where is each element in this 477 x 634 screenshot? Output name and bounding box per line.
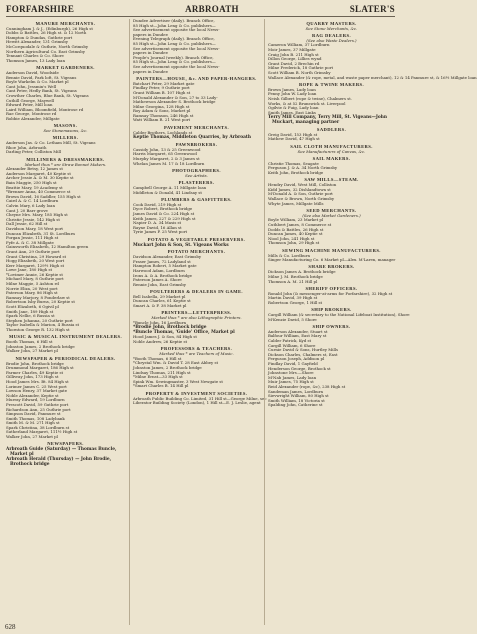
section-heading: SHERIFF OFFICERS. xyxy=(305,285,358,291)
listing-entry: Curnie David & Sons, Hurtley Mills xyxy=(268,347,338,353)
section-note: (See also Waste Dealers.) xyxy=(306,37,357,43)
running-head-county: FORFARSHIRE xyxy=(6,4,75,14)
listing-entry: Cunningham J. & J., (Edinburgh), 26 High st xyxy=(6,25,93,31)
listing-entry: Rennie John, East Grimsby xyxy=(133,281,186,287)
listing-entry: Cheyne Mrs. Mary, 185 High st xyxy=(6,212,68,218)
listing-entry: Cuthbert James, 8 Commerce st xyxy=(268,221,332,227)
listing-entry: papers in Dundee xyxy=(133,31,168,37)
directory-section xyxy=(268,208,395,246)
listing-entry: Dobbs & Battles, 26 High st. & 12 North xyxy=(6,30,87,36)
listing-entry: Northern Agricultural Co. East Grimsby xyxy=(6,48,85,54)
listing-entry: Roy Adam & Sons, Market pl xyxy=(133,108,191,114)
listing-entry: Christie Jessie, 142 High st xyxy=(6,216,60,222)
listing-entry: Tyrie James P. 25 West port xyxy=(133,229,188,235)
listing-entry: Darling Peter, Colliston Mill xyxy=(6,149,61,155)
listing-entry: 85 High st—John Leng & Co. publishers— xyxy=(133,22,216,28)
listing-entry: Ferguson J. & A. 34 North Grimsby xyxy=(268,165,338,171)
listing-entry: Watt William R. 21 West port xyxy=(133,117,191,123)
listing-entry: Thornton George R. 132 High st xyxy=(6,327,70,332)
section-heading: SHIP OWNERS. xyxy=(312,323,351,329)
section-heading: PRINTERS—LETTERPRESS. xyxy=(161,310,232,316)
listing-entry: Paterson Mary, 86 High st xyxy=(6,290,58,296)
section-heading: ROPE & TWINE MAKERS. xyxy=(298,81,365,87)
listing-entry: Sutherland Margaret, 111½ High st xyxy=(6,429,78,435)
listing-entry: Bennie David, Park loft, St. Vigeans xyxy=(6,74,77,80)
section-heading: SHIP BROKERS. xyxy=(311,307,352,313)
listing-entry: Booth Thomas, 6 Hill st xyxy=(6,339,53,345)
listing-entry: Smith Thomas, 108 Ladybank xyxy=(6,415,65,421)
listing-entry: Johnston James, 2 Brothock bridge xyxy=(6,343,75,349)
listing-entry: Craig John B. 211 High st xyxy=(268,51,319,57)
section-heading: SAW MILLS—STEAM. xyxy=(304,177,359,183)
listing-entry: M'Donald A. & Son, Guthrie port xyxy=(268,191,333,197)
listing-entry-featured: Arbroath Herald (Thursday) — John Brodie, Brothock bridge xyxy=(6,457,112,468)
listing-entry: Keith John, Brothock bridge xyxy=(268,170,324,176)
listing-entry: Henderson George, Brothock st xyxy=(268,365,331,371)
listing-entry: Campbell George A. 11 Millgate loan xyxy=(133,185,207,190)
listing-entry: Murphy Margaret, 2 & 3 James st xyxy=(133,156,200,162)
listing-entry: Hewitt Alexander, 131 Grimsby xyxy=(6,39,68,45)
listing-entry: Keith James, 227 & 229 High st xyxy=(133,215,196,221)
listing-entry: Beattie Mary, 19 Academy st xyxy=(6,184,63,190)
listing-entry: Cant J. 20 Barr grove xyxy=(6,207,48,213)
directory-section xyxy=(133,237,260,248)
listing-entry-featured: Terry Mill Company, Terry Mill, St. Vigeans—John Muckart, managing partner xyxy=(268,115,388,126)
listing-entry: Balfour William, East Mary st xyxy=(268,333,327,339)
listing-entry: Norrie Eliza, 20 West port xyxy=(6,285,58,291)
listing-entry: M'Donald Alexander & Son, 27 to 33 Lady- xyxy=(133,94,218,100)
section-heading: POTATO & VEGETABLE PRESERVERS. xyxy=(147,236,246,242)
listing-entry: Ronald John (& messenger-at-arms for Forfarshire), 32 High st xyxy=(268,290,393,296)
directory-section xyxy=(133,142,260,166)
listing-entry: Anderson Jas. & Co. Letham Mill, St. Vigeans xyxy=(6,140,96,146)
listing-entry: Stephen Johanna, 20 Guthrie port xyxy=(6,317,73,323)
listing-entry: Greig David, 153 High st xyxy=(268,131,318,137)
listing-entry: Mathew David, 47 High st xyxy=(268,136,320,142)
page-number: 628 xyxy=(5,623,16,631)
directory-section xyxy=(268,21,395,32)
listing-entry: Spalding John, Catherine st xyxy=(268,402,323,408)
listing-entry: *Milne Ernst—33 High st xyxy=(133,374,183,380)
listing-entry: Ferguson Joseph, Addison pl xyxy=(268,356,325,362)
listing-entry: Noble Alexander, Keptie st xyxy=(6,392,59,398)
listing-entry: Boyle Warkelm & Co. Market pl xyxy=(6,79,69,85)
listing-entry: Drummond Margaret, 186 High st xyxy=(6,365,74,371)
listing-entry: Duncan Elizabeth, 31 St. Lordburn xyxy=(6,230,75,236)
listing-entry: Michael Mary, 8 Guthrie port xyxy=(6,276,64,282)
listing-entry-featured: Keptie Thomas, Middleton Quarries, by Arbroath xyxy=(133,135,251,141)
listing-entry: Dall Jessie, 62 Hill st xyxy=(6,221,48,227)
listing-entry: Smith Jane, 189 High st xyxy=(6,308,54,314)
section-heading: MILLERS. xyxy=(52,135,79,141)
listing-entry: Napier D. A. 34 Masis st xyxy=(133,220,182,226)
listing-entry: Works, & at 52 Brunswick st. Liverpool xyxy=(268,100,346,106)
directory-section xyxy=(133,76,260,123)
section-heading: POULTERERS & DEALERS IN GAME. xyxy=(150,288,243,294)
running-head xyxy=(6,4,395,17)
listing-entry: Lindsay Thomas, 211 High st xyxy=(133,369,191,375)
listing-entry: *Buncle John, 16 Lordburn xyxy=(133,319,186,325)
section-heading: PLUMBERS & GASFITTERS. xyxy=(161,196,232,202)
directory-section xyxy=(6,123,125,134)
section-heading: MUSIC & MUSICAL INSTRUMENT DEALERS. xyxy=(8,334,123,340)
listing-entry: Liberator Building Society (London), 1 Hill st—E. J. Leslie, agent xyxy=(133,400,261,406)
section-heading: POTATO MERCHANTS. xyxy=(167,249,226,255)
directory-section xyxy=(6,441,125,467)
listing-entry: Middleton & Donald, 41 Lindsay st xyxy=(133,189,202,195)
listing-entry: Neish Gilbert (rope & twine), Chalmers st. xyxy=(268,95,353,101)
section-note: See Manufacturers of Canvas, &c. xyxy=(297,148,366,154)
listing-entry: Cargill William (& secretary to the National Lifeboat Institution), Shore xyxy=(268,312,410,318)
listing-entry: Dickson Charles, Chalmers st, East xyxy=(268,351,338,357)
section-heading: RAG DEALERS. xyxy=(311,32,351,38)
listing-entry: Crowther Charles, Blue Bank, St. Vigeans xyxy=(6,92,89,98)
listing-entry: *Chrystal Wm. & David T. 28 East Abbey st xyxy=(133,360,219,366)
listing-entry: Hood James Mrs. Bt. 84 High st xyxy=(6,378,69,384)
listing-entry: Dodds & Battles, 26 High st xyxy=(268,226,324,232)
listing-entry: *Lovimer Annie, 26 Keptie st xyxy=(6,271,63,277)
directory-columns xyxy=(6,18,477,625)
running-head-publisher: SLATER'S xyxy=(349,4,395,14)
listing-entry: Scott Elizabeth, 6 Ogivil pl xyxy=(6,304,59,310)
listing-entry: Milne J. M. Brothock bridge xyxy=(268,273,323,279)
listing-entry: Forgan Jessie, 111 High st xyxy=(6,235,59,241)
listing-entry: Alexander Betsy, 12 James st xyxy=(6,166,63,172)
listing-entry: Thomson A. M. 21 Hill pl xyxy=(268,278,318,284)
directory-section xyxy=(268,264,395,284)
listing-entry: Milne Maggie, 5 Ashton rd xyxy=(6,281,59,287)
listing-entry: Singer Manufacturing Co. 6 Market pl—Alex. M'Laren, manager xyxy=(268,257,396,263)
listing-entry: Archer Jessie A. & M. 30 Keptie st xyxy=(6,175,74,181)
listing-entry: Noble Andrew, 26 Keptie st xyxy=(133,339,188,345)
section-heading: NEWSPAPER & PERIODICAL DEALERS. xyxy=(15,355,116,361)
section-note: Marked thus * are Teachers of Music. xyxy=(159,351,234,357)
column-1 xyxy=(6,19,125,625)
listing-entry: Edward Peter, Mill loan xyxy=(6,102,53,108)
section-note: (See also Market Gardeners.) xyxy=(302,212,361,218)
listing-entry: papers in Dundee xyxy=(133,68,168,74)
listing-entry: Ramsay Thomson, 246 High st xyxy=(133,112,194,118)
section-note: See Artists. xyxy=(185,172,208,178)
listing-entry: Farmer Charles, 49 Keptie st xyxy=(6,369,64,375)
listing-entry: Scott William B. North Grimsby xyxy=(268,69,331,75)
listing-entry: Dickson James A. Brothock bridge xyxy=(268,269,336,275)
section-note: See Stonemasons, &c. xyxy=(43,128,88,134)
listing-entry: Spark Christina, 38 Lordburn st xyxy=(6,424,70,430)
listing-entry: Duncan James, 40 Keptie st xyxy=(268,231,323,237)
section-heading: PAVEMENT MERCHANTS. xyxy=(163,124,230,130)
listing-entry: Rae George, Montrose rd xyxy=(6,111,57,117)
listing-entry: Fenny John W. Lady loan xyxy=(268,91,317,97)
listing-entry: Johnston James, 2 Brothock bridge xyxy=(133,365,202,370)
listing-entry: Bell Isabella, 29 Market pl xyxy=(133,293,186,299)
listing-entry: Whyte James, Millgate Mills xyxy=(268,200,324,206)
listing-entry: Brown David, 16 Saddler, 155 High st xyxy=(6,193,81,199)
section-note: Marked thus * are also Lithographic Printers. xyxy=(151,315,242,321)
listing-entry: Calvin Mary, 6 Lady loan xyxy=(6,202,55,208)
listing-entry: M'Nab James, Lady loan xyxy=(268,374,317,380)
listing-entry: Hendry David, West Mill, Colliston xyxy=(268,182,337,188)
listing-entry: Ogilvie & Fuig, Lady loan xyxy=(268,105,319,111)
listing-entry: Robertson Isby Burns, 20 Keptie st xyxy=(6,299,75,305)
listing-entry: Cargill William, 6 Shore xyxy=(268,342,316,348)
directory-section xyxy=(133,289,260,309)
listing-entry: Grant Ann, 29 Guthrie port xyxy=(6,248,60,254)
listing-entry: Evening Telegraph (daily). Branch Office, xyxy=(133,36,215,42)
directory-section xyxy=(133,180,260,195)
directory-section xyxy=(133,390,267,406)
column-3 xyxy=(264,19,477,625)
directory-section xyxy=(268,177,395,206)
section-heading: SAIL MAKERS. xyxy=(312,155,351,161)
listing-entry: See advertisement opposite the local News- xyxy=(133,63,220,69)
listing-entry: Dillon George, Lillies wynd xyxy=(268,56,322,62)
listing-entry: 85 High st—John Leng & Co. publishers— xyxy=(133,59,216,65)
section-heading: SEWING MACHINE MANUFACTURERS. xyxy=(282,247,381,253)
listing-entry: Batchart Peter, 29 Market gate xyxy=(133,80,195,86)
listing-entry: Lorimer James C. 25 West port xyxy=(6,383,67,389)
section-heading: SHARE BROKERS. xyxy=(308,264,355,270)
directory-section xyxy=(268,307,410,322)
listing-entry-featured: *Buncle Thomas, 'Guide' Office, Market pl xyxy=(133,330,235,336)
section-note: See Stone Merchants, &c. xyxy=(305,25,358,31)
listing-entry: Taylor Isabella & Marion, 4 Russia st xyxy=(6,322,80,328)
listing-entry: Spark Nellie, 6 Russia st xyxy=(6,313,55,319)
listing-entry: Smart A. & F. 38 Market pl xyxy=(133,303,187,309)
section-heading: PAWNBROKERS. xyxy=(175,141,218,147)
listing-entry: Walker John, 27 Market pl xyxy=(6,348,58,354)
listing-entry: Findlay David, 1 Gayfield xyxy=(268,361,318,366)
listing-entry: Dundee Advertiser (daily). Branch Office, xyxy=(133,18,215,23)
listing-entry: Sandeman James, Lordburn xyxy=(268,388,324,394)
listing-entry: Harris Margaret, 65 Greenwood xyxy=(133,151,197,157)
listing-entry: Duncan Charles, 61 Keptie st xyxy=(133,298,191,304)
listing-entry: Findlay Peter, 9 Guthrie port xyxy=(133,85,190,91)
listing-entry: Ramsay Marjory, 8 Ponderlaw st xyxy=(6,294,70,300)
directory-section xyxy=(6,334,125,354)
listing-entry: Anderson David, Woodside xyxy=(6,69,59,75)
listing-entry: Cook David, 219 High st xyxy=(133,201,182,207)
listing-entry: Cuthill George, Maywell xyxy=(6,97,55,103)
listing-entry-featured: Arbroath Guide (Saturday) — Thomas Buncle, Market pl xyxy=(6,447,117,458)
listing-entry: Kerr Margaret, 129½ High st xyxy=(6,262,65,268)
section-heading: MASONS. xyxy=(53,123,78,129)
listing-entry: Tennant Charles & Co. Shore xyxy=(6,53,64,59)
listing-entry: Grant David, 2 Brechin rd xyxy=(268,60,320,66)
directory-section xyxy=(133,19,260,74)
listing-entry: Walker John, 27 Market pl xyxy=(6,434,58,440)
section-heading: QUARRY MASTERS. xyxy=(306,20,357,26)
directory-section xyxy=(133,125,260,141)
section-heading: PAINTERS—HOUSE, &c. AND PAPER-HANGERS. xyxy=(136,75,257,81)
section-heading: PROFESSORS & TEACHERS. xyxy=(160,346,233,352)
directory-section xyxy=(6,135,125,155)
listing-entry: Hogg Elizabeth, 20 West port xyxy=(6,258,65,264)
listing-entry: Mathewson Alexander S. Brothock bridge xyxy=(133,99,216,105)
listing-entry: Simpson David, Panmure st xyxy=(6,411,61,417)
section-heading: MILLINERS & DRESSMAKERS. xyxy=(26,156,105,162)
directory-section xyxy=(268,32,477,80)
listing-entry: papers in Dundee xyxy=(133,50,168,56)
listing-entry: Muir James, 75 High st xyxy=(268,379,314,385)
listing-entry: Martin David, 39 High st xyxy=(268,295,318,301)
section-heading: NEWSPAPERS. xyxy=(47,441,84,447)
listing-entry: 85 High st—John Leng & Co. publishers— xyxy=(133,40,216,46)
listing-entry: Milne Frederick, 18 Guthrie port xyxy=(268,65,334,71)
listing-entry: Fraser James, 72 Ladyland st xyxy=(133,258,191,264)
section-heading: PHOTOGRAPHERS. xyxy=(172,167,221,173)
listing-entry: Paterson James A. Shore xyxy=(133,277,182,283)
listing-entry: Moir James, 37 Millgate xyxy=(268,46,316,52)
listing-entry: Rayne David, 16 Allan st xyxy=(133,224,182,230)
directory-section xyxy=(268,156,395,176)
directory-section xyxy=(6,356,125,440)
listing-entry: Hampton & Dundas, Guthrie port xyxy=(6,34,73,40)
listing-entry: McCorquodale & Guthrie, North Grimsby xyxy=(6,43,89,49)
listing-entry: Anderson Alexander, Stuart st xyxy=(268,328,328,334)
section-heading: SADDLERS. xyxy=(316,126,347,132)
listing-entry: Calder Patrick, Kyd st xyxy=(268,338,312,344)
section-heading: SEED MERCHANTS. xyxy=(306,207,357,213)
directory-section xyxy=(6,65,125,122)
directory-section xyxy=(268,144,395,155)
listing-entry: Cant Peter, Hedly Bank, St. Vigeans xyxy=(6,88,77,94)
listing-entry: Rhoe John, Arbroath xyxy=(6,144,47,150)
listing-entry: Brodie John, Brothock bridge xyxy=(6,360,64,366)
listing-entry: See advertisement opposite the local News- xyxy=(133,45,220,51)
listing-entry: Thomson James, 13 Lady loan xyxy=(6,57,65,63)
directory-section xyxy=(133,346,260,389)
listing-entry: Gillivray John, 173 High st xyxy=(6,374,59,380)
listing-entry: Johnstone Mrs.—Shore xyxy=(268,370,314,376)
directory-section xyxy=(6,21,125,64)
section-heading: PLASTERERS. xyxy=(178,180,215,185)
directory-section xyxy=(6,157,125,333)
listing-entry: Smith James, East Links xyxy=(268,109,316,115)
listing-entry: Lowe Jane, 180 High st xyxy=(6,267,53,273)
listing-entry: Brown James, Lady loan xyxy=(268,86,316,92)
listing-entry: Hampton Robert, 5 Market gate xyxy=(133,263,197,269)
directory-section xyxy=(133,310,260,344)
listing-entry: Dyce Robert, Brothock bridge xyxy=(133,206,193,212)
listing-entry: Grant Christina, 29 Howard st xyxy=(6,253,67,259)
listing-entry: *Brenner Anna, 40 Commerce st xyxy=(6,189,71,195)
listing-entry: Prescott David, 59 Guthrie port xyxy=(6,401,69,407)
listing-entry: Cassidy John, 13 & 25 Greenwood xyxy=(133,146,201,152)
listing-entry: Mills & Co. Lordburn xyxy=(268,252,311,258)
listing-entry: Wallace Alexander (& rope, metal, and waste paper merchant), 12 & 14 Panmure st, & 16½ Millgate loan xyxy=(268,74,477,80)
listing-entry: Gainsworth Elizabeth, 12 Hamilton green xyxy=(6,244,89,250)
listing-entry: Grant William B. 107 High st xyxy=(133,89,191,95)
listing-entry: *Smart Charles B. 14 Hill pl xyxy=(133,383,189,389)
directory-section xyxy=(133,197,260,235)
listing-entry: M'Kenzie David, 5 Shore xyxy=(268,316,317,322)
listing-entry: James David & Co. 224 High st xyxy=(133,210,195,216)
listing-entry: Arbroath Public Building Co. Limited, 31 Hill st—George Milne, sec xyxy=(133,395,267,401)
listing-entry: Lowson Henry, 37 Market gate xyxy=(6,388,68,394)
directory-section xyxy=(268,324,395,408)
listing-entry: Whelan James M. 17 & 18 Lordburn xyxy=(133,160,205,166)
listing-entry: Laird William, Bloomfield, Montrose rd xyxy=(6,106,84,112)
directory-section xyxy=(268,82,395,126)
listing-entry: Davidson Mary, 18 West port xyxy=(6,225,63,231)
listing-entry: Davidson Alexander, East Grimsby xyxy=(133,254,202,260)
listing-entry: Fyfe A. & C. 38 Millgate xyxy=(6,239,54,245)
listing-entry: Christie Thomas, Seagate xyxy=(268,160,319,166)
column-2 xyxy=(129,18,267,625)
listing-entry-featured: *Brodie John, Brothock bridge xyxy=(133,325,207,331)
directory-section xyxy=(268,248,395,263)
listing-entry: Cameron William, 37 Lordburn xyxy=(268,42,330,48)
listing-entry: Milne Georgina, 128 High st xyxy=(133,103,190,109)
directory-section xyxy=(133,249,260,287)
listing-entry: See advertisement opposite the local News- xyxy=(133,27,220,33)
listing-entry: Cant John, Jessmin's Well xyxy=(6,83,57,89)
listing-entry: Sievwright William, 80 High st xyxy=(268,393,329,399)
listing-entry: Robertson George, 1 Hill st xyxy=(268,299,323,305)
listing-entry: Niool John, 241 High st xyxy=(268,235,315,241)
listing-entry: Reid Alexander (rope, &c), 238 High st xyxy=(268,383,346,389)
listing-entry: Smith M. & M. 271 High st xyxy=(6,420,60,426)
listing-entry: Thomson John, 29 High st xyxy=(268,240,320,246)
section-heading: SAIL CLOTH MANUFACTURERS. xyxy=(290,143,373,149)
directory-section xyxy=(268,286,395,306)
listing-entry: Murray Edward, 19 Lordburn xyxy=(6,397,65,403)
section-heading: MARKET GARDENERS. xyxy=(36,64,95,70)
listing-entry: Irons A. & A. Brothock bridge xyxy=(133,272,192,278)
listing-entry: Hood James J. & Son, 84 High st xyxy=(133,334,197,340)
listing-entry: *Booth Thomas, 6 Hill st xyxy=(133,355,182,361)
listing-entry: Richardson Ann, 25 Guthrie port xyxy=(6,406,71,412)
section-note: Marked thus * are Straw Bonnet Makers. xyxy=(24,161,107,167)
running-head-town: ARBROATH xyxy=(185,4,239,14)
section-heading: PROPERTY & INVESTMENT SOCIETIES. xyxy=(145,390,248,396)
listing-entry: Smith William, 18 Victoria st xyxy=(268,397,325,403)
directory-section xyxy=(133,168,260,179)
listing-entry: People's Journal (weekly). Branch Office, xyxy=(133,54,214,60)
directory-section xyxy=(268,127,395,142)
listing-entry: Calder Brothers, Lochlands st xyxy=(133,129,193,135)
section-heading: MANURE MERCHANTS. xyxy=(35,20,96,26)
listing-entry: Harwood Adam, Lordburn xyxy=(133,267,185,273)
listing-entry: Robbie Alexander, Millgate xyxy=(6,115,60,121)
listing-entry: Caird A. & C. 14 Lordburn xyxy=(6,198,59,204)
listing-entry: Wallace & Brown, North Grimsby xyxy=(268,196,335,201)
listing-entry: Anderson Margaret, 40 Keptie st xyxy=(6,170,71,176)
listing-entry: Spink Wm. Sewingmaster, 3 West Newgate st xyxy=(133,378,223,384)
listing-entry-featured: Muckart John & Son, St. Vigeans Works xyxy=(133,242,229,248)
listing-entry: Bain Maggie, 250 High st xyxy=(6,180,57,185)
listing-entry: Boyle William, 23 Market pl xyxy=(268,217,324,223)
listing-entry: Kidd James, 32 Dishlandtown st xyxy=(268,186,331,192)
